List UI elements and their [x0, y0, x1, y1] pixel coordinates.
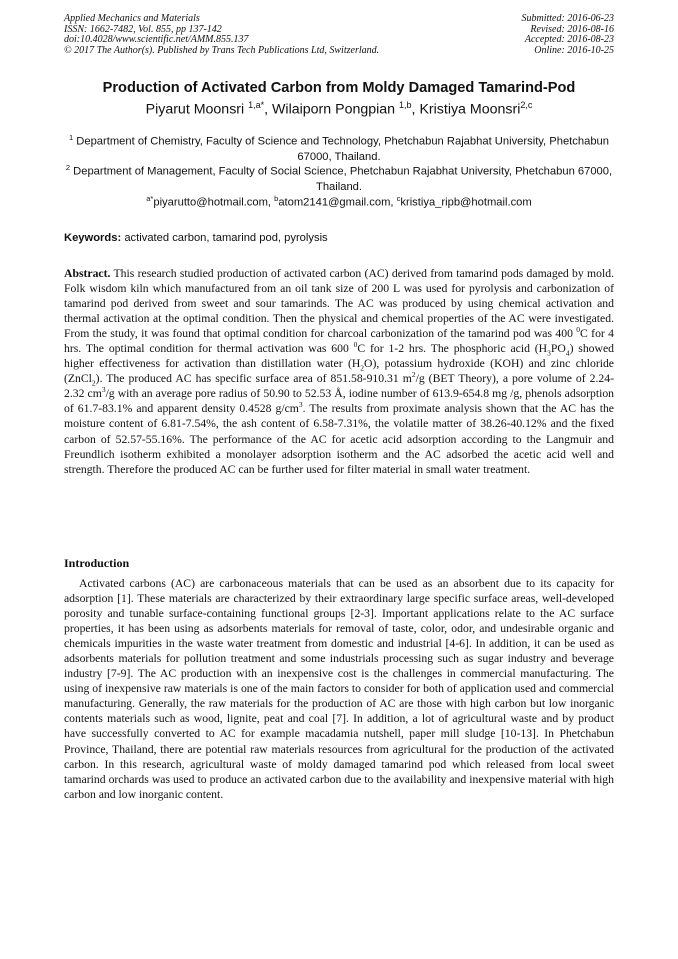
affiliation-number: 2 — [65, 163, 71, 172]
abstract-text: /g (BET Theory), a pore volume of 2.24-2.32 cm — [64, 372, 614, 401]
header-right — [522, 14, 615, 56]
subscript: 2 — [91, 378, 96, 388]
keywords-label: Keywords: — [64, 232, 122, 244]
subscript: 3 — [547, 348, 551, 358]
accepted-date: Accepted: 2016-08-23 — [524, 34, 614, 46]
email-mark: b — [274, 194, 279, 203]
email-mark: c — [396, 194, 401, 203]
abstract-text: /g with an average pore radius of 50.90 to 52.53 Å, iodine number of 613.9-654.8 mg /g, phenols adsorption of 61.7-83.1% and apparent density 0.4528 g/cm — [64, 387, 615, 416]
author-affil-mark: 1,a* — [248, 100, 265, 110]
issn: ISSN: 1662-7482, Vol. 855, pp 137-142 — [64, 23, 222, 35]
degree-mark: 0 — [576, 325, 581, 335]
doi: doi:10.4028/www.scientific.net/AMM.855.137 — [64, 34, 249, 46]
abstract-text: ). The produced AC has specific surface area of 851.58-910.31 m — [95, 372, 412, 386]
affiliation-number: 1 — [68, 133, 74, 142]
keywords — [64, 232, 614, 244]
author-separator: , — [264, 101, 273, 118]
revised-date: Revised: 2016-08-16 — [530, 23, 614, 35]
paper-title: Production of Activated Carbon from Moldy Damaged Tamarind-Pod — [102, 80, 576, 96]
abstract-text: C for 4 hrs. The optimal condition for thermal activation was 600 — [64, 327, 614, 356]
email-list — [40, 194, 638, 209]
author-affil-mark: 2,c — [520, 100, 533, 110]
affiliation-2 — [60, 160, 618, 195]
copyright: © 2017 The Author(s). Published by Trans Tech Publications Ltd, Switzerland. — [64, 44, 380, 56]
author-separator: , — [411, 101, 420, 118]
submitted-date: Submitted: 2016-06-23 — [521, 13, 614, 24]
author-list — [40, 100, 638, 118]
email-mark: a* — [146, 194, 154, 203]
email-separator: , — [267, 196, 275, 209]
superscript: 3 — [298, 400, 303, 410]
introduction-heading: Introduction — [64, 556, 130, 570]
degree-mark: 0 — [353, 340, 358, 350]
abstract — [64, 266, 614, 477]
subscript: 4 — [565, 348, 570, 358]
email-address[interactable]: piyarutto@hotmail.com — [153, 196, 268, 209]
keywords-text: activated carbon, tamarind pod, pyrolysis — [124, 232, 328, 244]
journal-name: Applied Mechanics and Materials — [64, 13, 200, 24]
abstract-text: O), potassium hydroxide (KOH) and zinc chloride (ZnCl — [64, 357, 614, 386]
online-date: Online: 2016-10-25 — [534, 44, 614, 56]
abstract-text: PO — [550, 342, 566, 356]
abstract-text: This research studied production of activated carbon (AC) derived from tamarind pods damaged by mold. Folk wisdom kiln which manufactured from an oil tank size of 200 L was used for pyrolysis and carbonization of tamarind pod derived from sweet and sour tamarinds. The AC was produced by using chemical activation and thermal activation at the optimal condition. Then the physical and chemical properties of the AC were investigated. From the study, it was found that optimal condition for charcoal carbonization of the tamarind pod was 400 — [64, 267, 614, 341]
email-separator: , — [390, 196, 397, 209]
superscript: 2 — [411, 370, 416, 380]
author-name: Kristiya Moonsri — [419, 101, 521, 118]
page-header — [64, 14, 614, 56]
abstract-text: C for 1-2 hrs. The phosphoric acid (H — [357, 342, 548, 356]
abstract-text: ) showed higher effectiveness for activation than distillation water (H — [64, 342, 614, 371]
abstract-label: Abstract. — [64, 267, 111, 280]
author-affil-mark: 1,b — [399, 100, 412, 110]
header-left — [64, 14, 379, 56]
affiliation-text: Department of Management, Faculty of Social Science, Phetchabun Rajabhat University, Phetchabun 67000, Thailand. — [73, 165, 613, 193]
author-name: Piyarut Moonsri — [145, 101, 245, 118]
abstract-text: . The results from proximate analysis shown that the AC has the moisture content of 6.81-7.54%, the ash content of 6.58-7.31%, the volatile matter of 38.26-40.12% and the fixed carbon of 52.57-55.16%. The performance of the AC for acetic acid adsorption according to the Langmuir and Freundlich isotherm exhibited a monolayer adsorption isotherm and the AC adsorbed the acetic acid well and strength. Therefore the produced AC can be further used for filter material in small water treatment. — [64, 402, 614, 476]
author-name: Wilaiporn Pongpian — [272, 101, 396, 118]
subscript: 2 — [360, 363, 365, 373]
email-address[interactable]: atom2141@gmail.com — [278, 196, 391, 209]
affiliation-text: Department of Chemistry, Faculty of Science and Technology, Phetchabun Rajabhat University, Phetchabun 67000, Thailand. — [76, 135, 609, 163]
introduction-text: Activated carbons (AC) are carbonaceous materials that can be used as an absorbent due to its capacity for adsorption [1]. These materials are characterized by their extraordinary large specific surface areas, well-developed porosity and tunable surface-containing functional groups [2-3]. Important applications relate to the AC surface properties, it has been using as adsorbents materials for removal of taste, color, odor, and undesirable organic and chemicals impurities in the waste water treatment from domestic and industrial [4-6]. In addition, it can be used as adsorbents materials for pollution treatment and some industrials processing such as sugar industry and beverage industry [7-9]. The AC production with an inexpensive cost is the challenges in commercial manufacturing. The using of inexpensive raw materials is one of the main factors to consider for both of application used and commercial manufacturing. Generally, the raw materials for the production of AC are those with high carbon but low inorganic contents materials such as wood, lignite, peat and coal [7]. In addition, a lot of agricultural waste and by product have successfully converted to AC for example macadamia nutshell, paper mill sludge [10-13]. In Phetchabun Province, Thailand, there are potential raw materials resources from agricultural for the production of the activated carbon. In this research, agricultural waste of moldy damaged tamarind pod which released from local sweet tamarind orchards was used to produce an activated carbon due to the availability and inexpensive material with high carbon and low inorganic content. — [64, 577, 614, 801]
email-address[interactable]: kristiya_ripb@hotmail.com — [400, 196, 532, 209]
superscript: 3 — [101, 385, 106, 395]
